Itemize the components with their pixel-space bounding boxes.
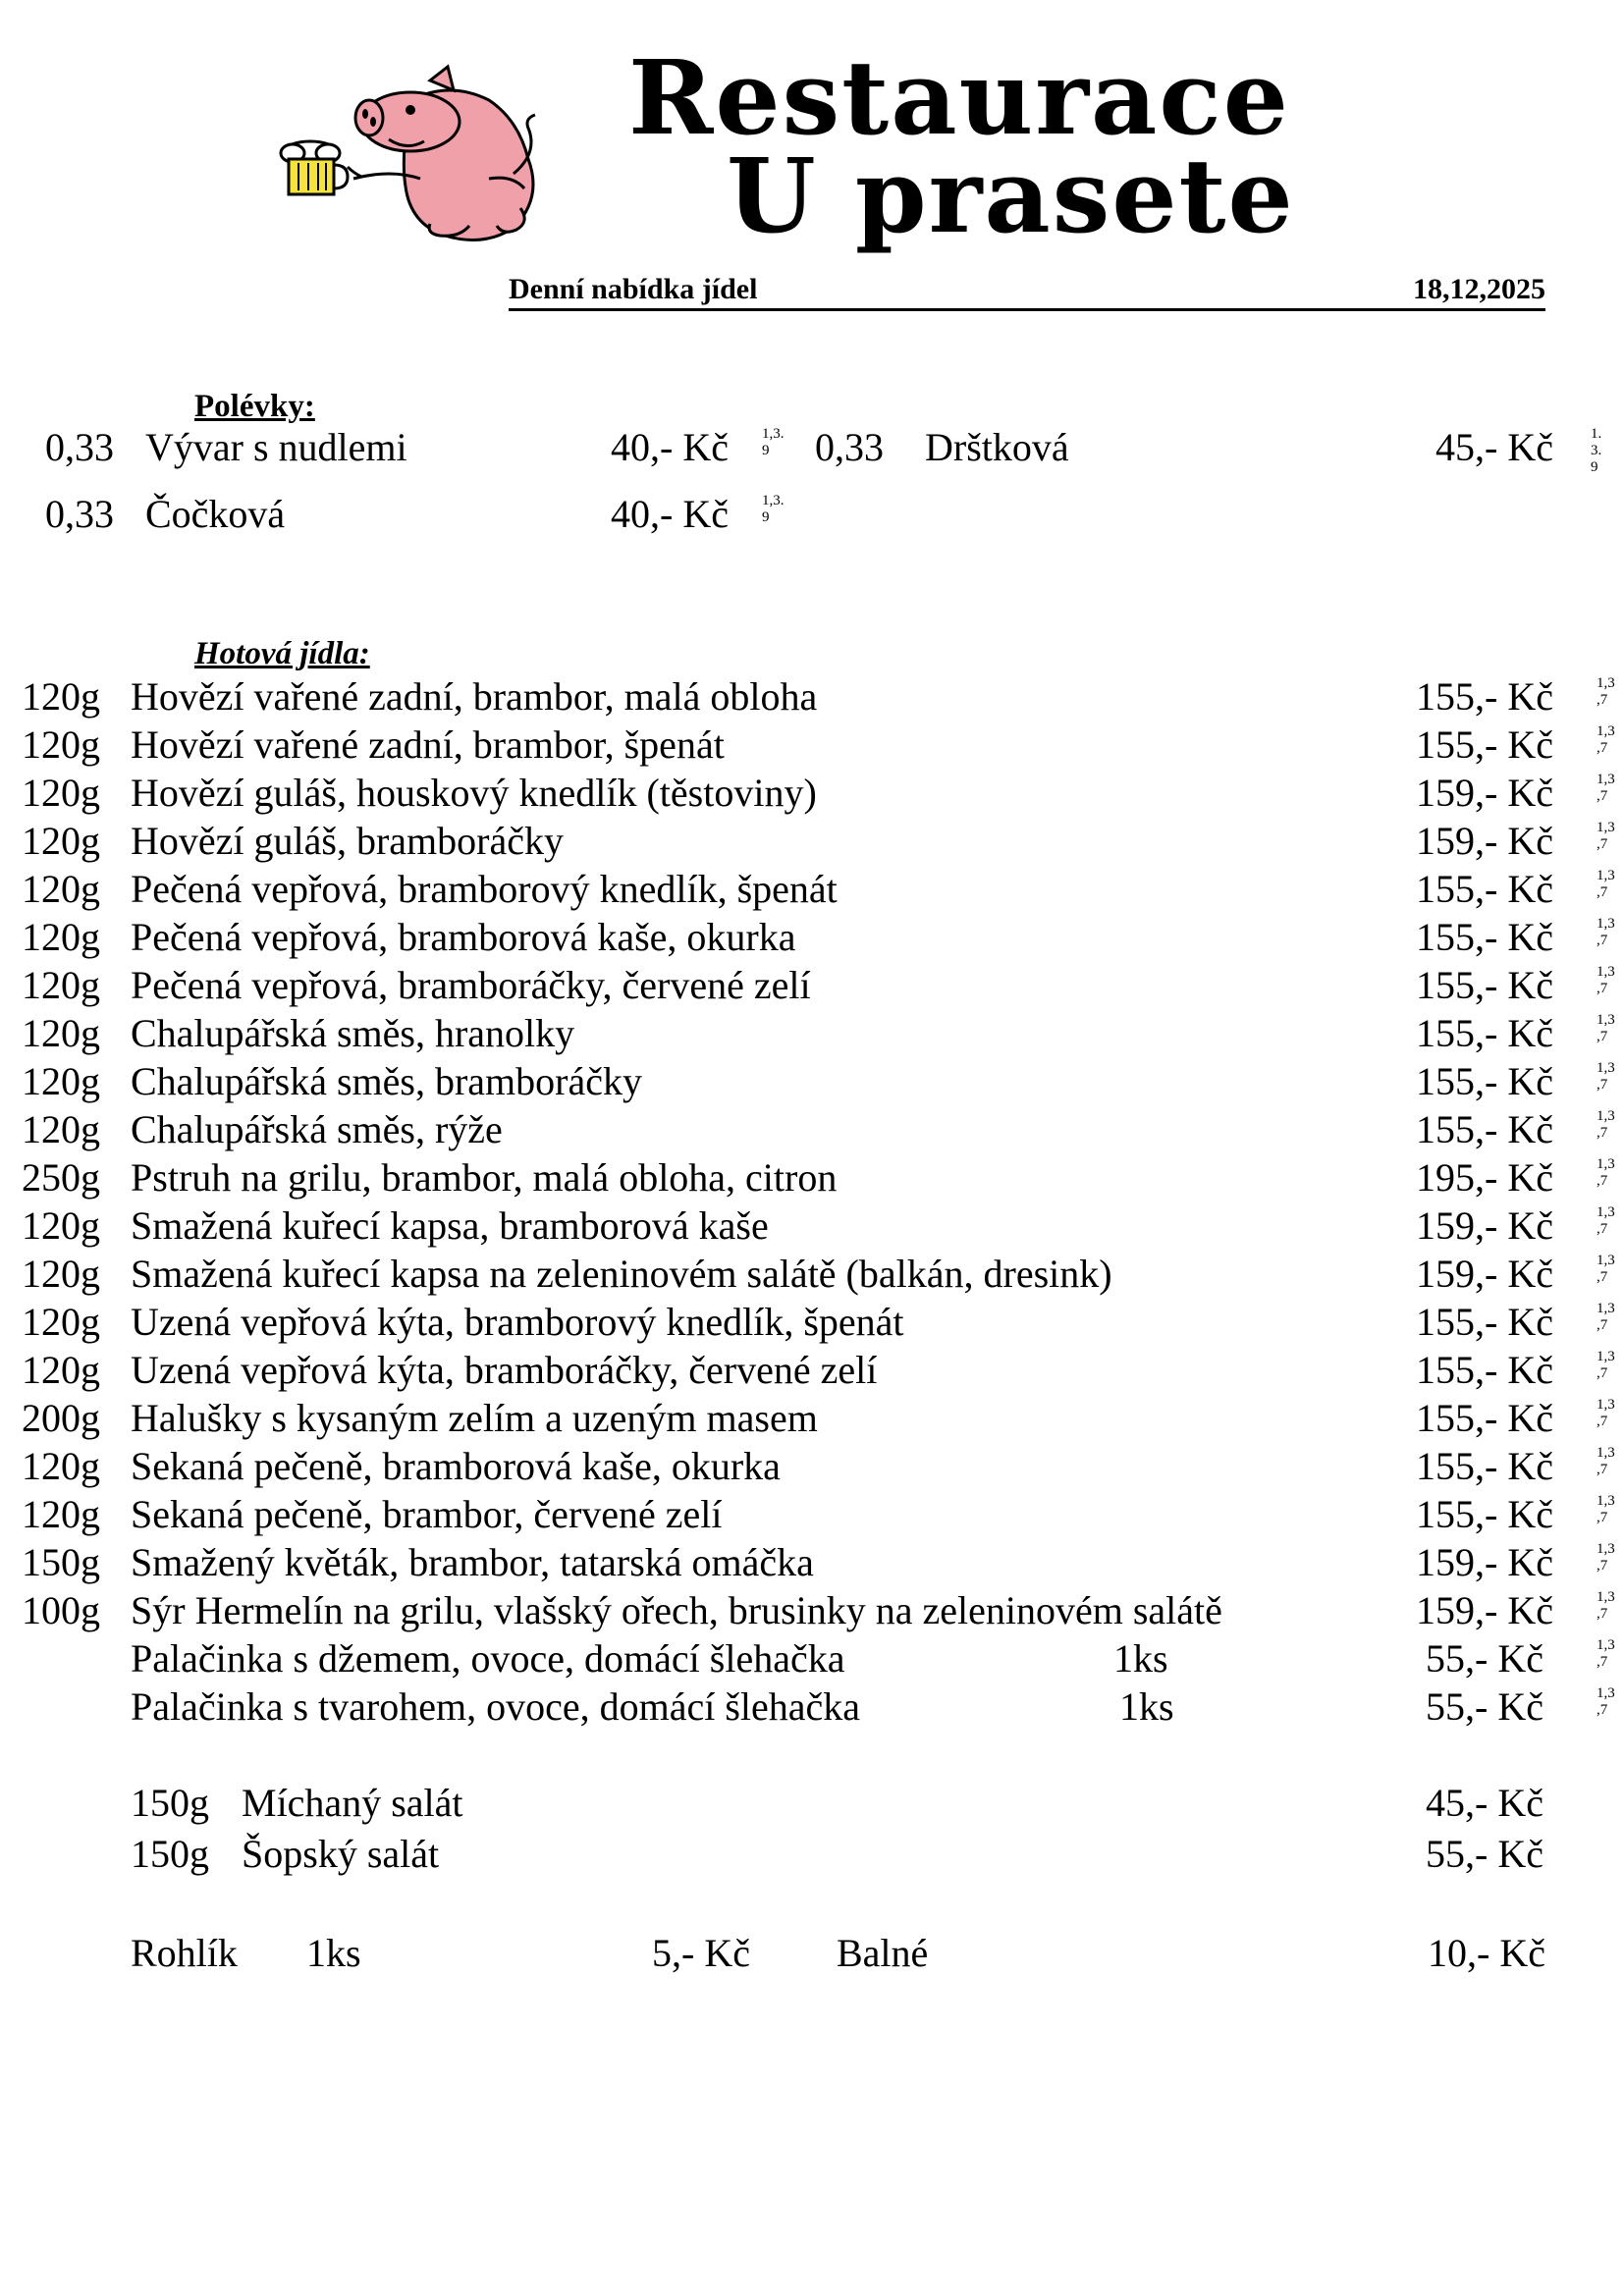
meal-price: 155,- Kč bbox=[1416, 963, 1553, 1007]
meal-name: Smažená kuřecí kapsa, bramborová kaše bbox=[131, 1203, 769, 1248]
meal-quantity: 150g bbox=[22, 1540, 100, 1584]
meal-row bbox=[0, 673, 1624, 721]
meal-price: 155,- Kč bbox=[1416, 674, 1553, 719]
meal-price: 155,- Kč bbox=[1416, 867, 1553, 911]
pig-icon bbox=[348, 67, 535, 240]
meal-allergens: 1,3 ,7 bbox=[1597, 1685, 1615, 1718]
meal-name: Hovězí guláš, houskový knedlík (těstoviny) bbox=[131, 771, 817, 815]
meal-price: 55,- Kč bbox=[1426, 1636, 1543, 1681]
packing-price: 10,- Kč bbox=[1428, 1931, 1545, 1975]
soup-allergens: 1,3. 9 bbox=[762, 426, 785, 458]
meal-allergens: 1,3 ,7 bbox=[1597, 1493, 1615, 1525]
soup-allergens: 1. 3. 9 bbox=[1591, 426, 1602, 475]
meal-allergens: 1,3 ,7 bbox=[1597, 1637, 1615, 1670]
meal-allergens: 1,3 ,7 bbox=[1597, 1156, 1615, 1189]
meal-row bbox=[0, 1635, 1624, 1682]
meal-price: 159,- Kč bbox=[1416, 1540, 1553, 1584]
meal-row bbox=[0, 1395, 1624, 1442]
meal-price: 155,- Kč bbox=[1416, 1348, 1553, 1392]
meal-quantity: 120g bbox=[22, 1444, 100, 1488]
meal-allergens: 1,3 ,7 bbox=[1597, 1301, 1615, 1333]
meal-price: 155,- Kč bbox=[1416, 1396, 1553, 1440]
salad-name: Šopský salát bbox=[242, 1832, 440, 1876]
meal-name: Pečená vepřová, bramborový knedlík, špenát bbox=[131, 867, 838, 911]
meal-name: Hovězí vařené zadní, brambor, malá obloha bbox=[131, 674, 818, 719]
soup-name: Drštková bbox=[925, 425, 1069, 469]
meal-row bbox=[0, 914, 1624, 961]
meal-quantity: 120g bbox=[22, 1492, 100, 1536]
beer-mug-icon bbox=[281, 141, 348, 194]
meal-row bbox=[0, 1299, 1624, 1346]
meal-row bbox=[0, 818, 1624, 865]
meal-quantity: 120g bbox=[22, 1348, 100, 1392]
meal-allergens: 1,3 ,7 bbox=[1597, 1012, 1615, 1044]
daily-offer-label: Denní nabídka jídel bbox=[509, 273, 758, 305]
meal-quantity: 120g bbox=[22, 819, 100, 863]
meal-row bbox=[0, 1106, 1624, 1153]
meal-quantity: 120g bbox=[22, 867, 100, 911]
meal-row bbox=[0, 1251, 1624, 1298]
meal-quantity: 120g bbox=[22, 1107, 100, 1151]
meal-price: 155,- Kč bbox=[1416, 1107, 1553, 1151]
menu-date: 18,12,2025 bbox=[1413, 273, 1545, 305]
meal-name: Uzená vepřová kýta, bramboráčky, červené zelí bbox=[131, 1348, 878, 1392]
salad-quantity: 150g bbox=[131, 1832, 209, 1876]
meal-allergens: 1,3 ,7 bbox=[1597, 772, 1615, 804]
soup-quantity: 0,33 bbox=[815, 425, 884, 469]
salad-row bbox=[0, 1831, 1624, 1880]
pig-with-beer-logo bbox=[263, 61, 568, 242]
soup-price: 45,- Kč bbox=[1435, 425, 1553, 469]
soup-row bbox=[0, 491, 1624, 540]
meal-price: 155,- Kč bbox=[1416, 915, 1553, 959]
meal-allergens: 1,3 ,7 bbox=[1597, 1253, 1615, 1285]
meal-row bbox=[0, 1202, 1624, 1250]
meal-name: Sýr Hermelín na grilu, vlašský ořech, brusinky na zeleninovém salátě bbox=[131, 1588, 1222, 1632]
meal-price: 195,- Kč bbox=[1416, 1155, 1553, 1200]
soup-quantity: 0,33 bbox=[45, 425, 114, 469]
meal-allergens: 1,3 ,7 bbox=[1597, 723, 1615, 756]
meal-name: Sekaná pečeně, bramborová kaše, okurka bbox=[131, 1444, 781, 1488]
salad-quantity: 150g bbox=[131, 1781, 209, 1825]
salad-price: 55,- Kč bbox=[1426, 1832, 1543, 1876]
meal-quantity: 120g bbox=[22, 1300, 100, 1344]
meal-allergens: 1,3 ,7 bbox=[1597, 820, 1615, 852]
meal-price: 159,- Kč bbox=[1416, 1252, 1553, 1296]
meal-name: Palačinka s džemem, ovoce, domácí šlehačka bbox=[131, 1636, 845, 1681]
meal-row bbox=[0, 721, 1624, 769]
meal-name: Smažený květák, brambor, tatarská omáčka bbox=[131, 1540, 814, 1584]
meal-allergens: 1,3 ,7 bbox=[1597, 868, 1615, 900]
meal-price: 159,- Kč bbox=[1416, 819, 1553, 863]
meal-price: 155,- Kč bbox=[1416, 1011, 1553, 1055]
meal-name: Chalupářská směs, bramboráčky bbox=[131, 1059, 642, 1103]
roll-price: 5,- Kč bbox=[652, 1931, 750, 1975]
meal-row bbox=[0, 1347, 1624, 1394]
meal-row bbox=[0, 1539, 1624, 1586]
meal-quantity: 120g bbox=[22, 1252, 100, 1296]
meal-name: Pstruh na grilu, brambor, malá obloha, citron bbox=[131, 1155, 838, 1200]
meal-price: 55,- Kč bbox=[1426, 1684, 1543, 1729]
soup-quantity: 0,33 bbox=[45, 492, 114, 536]
meal-quantity: 100g bbox=[22, 1588, 100, 1632]
restaurant-title bbox=[628, 37, 1434, 256]
soup-name: Vývar s nudlemi bbox=[145, 425, 407, 469]
daily-offer-header bbox=[509, 273, 1545, 311]
roll-pieces: 1ks bbox=[306, 1931, 361, 1975]
meal-allergens: 1,3 ,7 bbox=[1597, 1060, 1615, 1093]
meal-name: Smažená kuřecí kapsa na zeleninovém salátě (balkán, dresink) bbox=[131, 1252, 1112, 1296]
meal-row bbox=[0, 1443, 1624, 1490]
meal-name: Chalupářská směs, rýže bbox=[131, 1107, 503, 1151]
salad-price: 45,- Kč bbox=[1426, 1781, 1543, 1825]
meal-pieces: 1ks bbox=[1119, 1684, 1174, 1729]
roll-name: Rohlík bbox=[131, 1931, 238, 1975]
meal-quantity: 120g bbox=[22, 963, 100, 1007]
salad-name: Míchaný salát bbox=[242, 1781, 463, 1825]
soups-heading: Polévky: bbox=[194, 389, 315, 424]
meal-name: Chalupářská směs, hranolky bbox=[131, 1011, 575, 1055]
meal-quantity: 120g bbox=[22, 1011, 100, 1055]
meal-name: Sekaná pečeně, brambor, červené zelí bbox=[131, 1492, 723, 1536]
meal-allergens: 1,3 ,7 bbox=[1597, 1204, 1615, 1237]
meal-name: Hovězí vařené zadní, brambor, špenát bbox=[131, 722, 725, 767]
meal-quantity: 120g bbox=[22, 915, 100, 959]
meal-quantity: 120g bbox=[22, 1203, 100, 1248]
salad-row bbox=[0, 1780, 1624, 1829]
meal-allergens: 1,3 ,7 bbox=[1597, 1589, 1615, 1622]
meal-quantity: 120g bbox=[22, 771, 100, 815]
extras-row bbox=[0, 1930, 1624, 1979]
meal-quantity: 120g bbox=[22, 1059, 100, 1103]
meal-price: 155,- Kč bbox=[1416, 1492, 1553, 1536]
meal-row bbox=[0, 962, 1624, 1009]
meal-allergens: 1,3 ,7 bbox=[1597, 1397, 1615, 1429]
meal-allergens: 1,3 ,7 bbox=[1597, 1541, 1615, 1574]
meal-name: Pečená vepřová, bramborová kaše, okurka bbox=[131, 915, 796, 959]
meal-price: 155,- Kč bbox=[1416, 722, 1553, 767]
meal-row bbox=[0, 770, 1624, 817]
title-line-2: U prasete bbox=[727, 135, 1295, 256]
meals-heading: Hotová jídla: bbox=[194, 636, 370, 671]
meal-price: 155,- Kč bbox=[1416, 1059, 1553, 1103]
meal-row bbox=[0, 1491, 1624, 1538]
soup-price: 40,- Kč bbox=[611, 492, 729, 536]
meal-row bbox=[0, 1683, 1624, 1731]
meal-allergens: 1,3 ,7 bbox=[1597, 1349, 1615, 1381]
meal-allergens: 1,3 ,7 bbox=[1597, 1445, 1615, 1477]
meal-allergens: 1,3 ,7 bbox=[1597, 964, 1615, 996]
meal-quantity: 120g bbox=[22, 674, 100, 719]
meal-price: 159,- Kč bbox=[1416, 1203, 1553, 1248]
meal-quantity: 250g bbox=[22, 1155, 100, 1200]
meal-name: Halušky s kysaným zelím a uzeným masem bbox=[131, 1396, 818, 1440]
meal-name: Uzená vepřová kýta, bramborový knedlík, špenát bbox=[131, 1300, 904, 1344]
soup-row bbox=[0, 424, 1624, 473]
meal-price: 159,- Kč bbox=[1416, 771, 1553, 815]
soup-name: Čočková bbox=[145, 492, 286, 536]
meal-row bbox=[0, 1010, 1624, 1057]
meal-quantity: 200g bbox=[22, 1396, 100, 1440]
meal-row bbox=[0, 866, 1624, 913]
meal-name: Pečená vepřová, bramboráčky, červené zelí bbox=[131, 963, 811, 1007]
title-line-1: Restaurace bbox=[628, 37, 1290, 158]
meal-price: 159,- Kč bbox=[1416, 1588, 1553, 1632]
meal-row bbox=[0, 1058, 1624, 1105]
meal-price: 155,- Kč bbox=[1416, 1300, 1553, 1344]
packing-name: Balné bbox=[837, 1931, 929, 1975]
meal-name: Palačinka s tvarohem, ovoce, domácí šlehačka bbox=[131, 1684, 861, 1729]
meal-allergens: 1,3 ,7 bbox=[1597, 1108, 1615, 1141]
meal-pieces: 1ks bbox=[1113, 1636, 1168, 1681]
soup-allergens: 1,3. 9 bbox=[762, 493, 785, 525]
meal-row bbox=[0, 1154, 1624, 1201]
meal-allergens: 1,3 ,7 bbox=[1597, 916, 1615, 948]
meal-price: 155,- Kč bbox=[1416, 1444, 1553, 1488]
meal-quantity: 120g bbox=[22, 722, 100, 767]
meal-row bbox=[0, 1587, 1624, 1634]
meal-name: Hovězí guláš, bramboráčky bbox=[131, 819, 564, 863]
meal-allergens: 1,3 ,7 bbox=[1597, 675, 1615, 708]
soup-price: 40,- Kč bbox=[611, 425, 729, 469]
